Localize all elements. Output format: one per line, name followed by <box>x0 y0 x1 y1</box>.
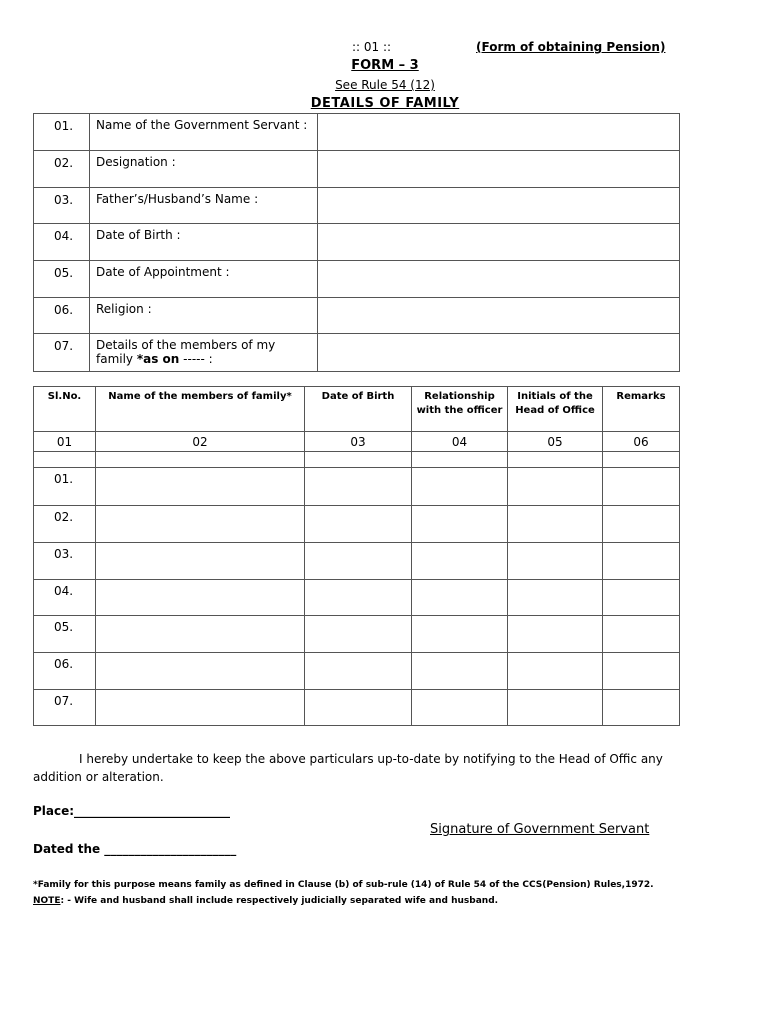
member-dob-cell[interactable] <box>305 616 412 653</box>
row-number: 07. <box>34 690 96 726</box>
member-remarks-cell[interactable] <box>603 506 680 543</box>
column-number: 06 <box>603 432 680 452</box>
member-relationship-cell[interactable] <box>412 506 508 543</box>
info-row <box>34 151 680 188</box>
declaration-body: I hereby undertake to keep the above particulars up-to-date by notifying to the Head of Offic any addition or alteration. <box>33 752 663 784</box>
table-row <box>34 690 680 726</box>
field-label-bold: *as on <box>136 352 180 366</box>
row-number: 05. <box>34 616 96 653</box>
member-remarks-cell[interactable] <box>603 468 680 506</box>
empty-cell <box>305 452 412 468</box>
table-row <box>34 468 680 506</box>
member-name-cell[interactable] <box>96 580 305 616</box>
row-number: 06. <box>34 298 90 334</box>
column-header: Sl.No. <box>34 387 96 432</box>
table-row <box>34 580 680 616</box>
column-header: Remarks <box>603 387 680 432</box>
declaration-text <box>33 750 693 786</box>
member-initials-cell[interactable] <box>508 543 603 580</box>
field-label-text: Details of the members of my family <box>96 338 276 366</box>
place-field[interactable]: Place:__________________________ <box>33 804 231 818</box>
member-name-cell[interactable] <box>96 506 305 543</box>
row-number: 02. <box>34 151 90 188</box>
member-name-cell[interactable] <box>96 653 305 690</box>
row-number: 05. <box>34 261 90 298</box>
member-remarks-cell[interactable] <box>603 690 680 726</box>
father-husband-name-field[interactable] <box>318 188 680 224</box>
officer-details-table <box>33 113 680 372</box>
member-remarks-cell[interactable] <box>603 616 680 653</box>
table-row <box>34 653 680 690</box>
column-number: 03 <box>305 432 412 452</box>
family-date-field[interactable] <box>318 334 680 372</box>
empty-cell <box>508 452 603 468</box>
member-initials-cell[interactable] <box>508 690 603 726</box>
member-initials-cell[interactable] <box>508 653 603 690</box>
field-label: Religion : <box>90 298 318 334</box>
table-row <box>34 616 680 653</box>
info-row <box>34 261 680 298</box>
column-number: 02 <box>96 432 305 452</box>
member-name-cell[interactable] <box>96 690 305 726</box>
row-number: 07. <box>34 334 90 372</box>
rule-reference: See Rule 54 (12) <box>335 78 435 92</box>
column-header: Date of Birth <box>305 387 412 432</box>
date-of-birth-field[interactable] <box>318 224 680 261</box>
form-purpose: (Form of obtaining Pension) <box>476 40 666 54</box>
table-row <box>34 506 680 543</box>
designation-field[interactable] <box>318 151 680 188</box>
row-number: 03. <box>34 188 90 224</box>
empty-cell <box>34 452 96 468</box>
info-row <box>34 298 680 334</box>
signature-label: Signature of Government Servant <box>430 822 650 837</box>
column-header: Initials of the Head of Office <box>508 387 603 432</box>
member-name-cell[interactable] <box>96 468 305 506</box>
member-remarks-cell[interactable] <box>603 653 680 690</box>
name-field[interactable] <box>318 114 680 151</box>
religion-field[interactable] <box>318 298 680 334</box>
note-text: : - Wife and husband shall include respectively judicially separated wife and husband. <box>60 896 499 906</box>
info-row <box>34 114 680 151</box>
column-header: Relationship with the officer <box>412 387 508 432</box>
empty-cell <box>96 452 305 468</box>
member-relationship-cell[interactable] <box>412 468 508 506</box>
member-initials-cell[interactable] <box>508 468 603 506</box>
field-label: Name of the Government Servant : <box>90 114 318 151</box>
field-label <box>90 334 318 372</box>
note-label: NOTE <box>33 896 61 906</box>
footnote-note <box>33 896 498 906</box>
row-number: 04. <box>34 580 96 616</box>
date-of-appointment-field[interactable] <box>318 261 680 298</box>
info-row <box>34 224 680 261</box>
member-relationship-cell[interactable] <box>412 653 508 690</box>
column-number: 04 <box>412 432 508 452</box>
table-header-row <box>34 387 680 432</box>
info-row <box>34 188 680 224</box>
member-initials-cell[interactable] <box>508 580 603 616</box>
table-row <box>34 543 680 580</box>
column-number: 05 <box>508 432 603 452</box>
footnote-family-definition: *Family for this purpose means family as defined in Clause (b) of sub-rule (14) of Rule 54 of the CCS(Pension) Rules,1972. <box>33 880 654 890</box>
member-remarks-cell[interactable] <box>603 580 680 616</box>
row-number: 01. <box>34 468 96 506</box>
member-relationship-cell[interactable] <box>412 616 508 653</box>
member-dob-cell[interactable] <box>305 580 412 616</box>
spacer-row <box>34 452 680 468</box>
member-dob-cell[interactable] <box>305 543 412 580</box>
field-label-tail: ----- : <box>179 352 213 366</box>
member-initials-cell[interactable] <box>508 506 603 543</box>
field-label: Date of Appointment : <box>90 261 318 298</box>
member-dob-cell[interactable] <box>305 468 412 506</box>
family-members-table <box>33 386 680 726</box>
column-header: Name of the members of family* <box>96 387 305 432</box>
field-label: Designation : <box>90 151 318 188</box>
member-remarks-cell[interactable] <box>603 543 680 580</box>
page-number: :: 01 :: <box>352 40 392 54</box>
row-number: 01. <box>34 114 90 151</box>
date-field[interactable]: Dated the ______________________ <box>33 842 237 856</box>
member-relationship-cell[interactable] <box>412 690 508 726</box>
member-initials-cell[interactable] <box>508 616 603 653</box>
member-name-cell[interactable] <box>96 616 305 653</box>
field-label: Father’s/Husband’s Name : <box>90 188 318 224</box>
member-relationship-cell[interactable] <box>412 543 508 580</box>
empty-cell <box>412 452 508 468</box>
member-dob-cell[interactable] <box>305 690 412 726</box>
empty-cell <box>603 452 680 468</box>
member-dob-cell[interactable] <box>305 506 412 543</box>
section-title: DETAILS OF FAMILY <box>310 96 460 111</box>
row-number: 06. <box>34 653 96 690</box>
member-name-cell[interactable] <box>96 543 305 580</box>
form-title: FORM – 3 <box>351 58 419 73</box>
row-number: 04. <box>34 224 90 261</box>
info-row <box>34 334 680 372</box>
member-relationship-cell[interactable] <box>412 580 508 616</box>
column-number: 01 <box>34 432 96 452</box>
field-label: Date of Birth : <box>90 224 318 261</box>
row-number: 03. <box>34 543 96 580</box>
row-number: 02. <box>34 506 96 543</box>
member-dob-cell[interactable] <box>305 653 412 690</box>
column-number-row <box>34 432 680 452</box>
